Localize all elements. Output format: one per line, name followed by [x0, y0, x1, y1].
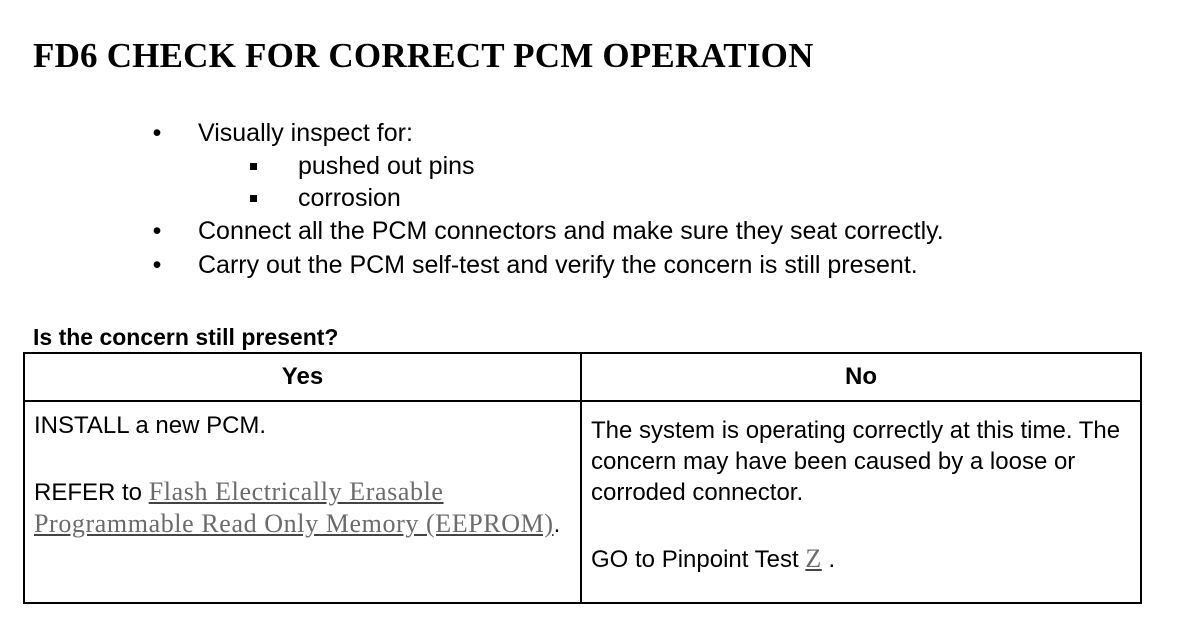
page-title: FD6 CHECK FOR CORRECT PCM OPERATION [33, 36, 814, 75]
step-text: Connect all the PCM connectors and make sure they seat correctly. [198, 217, 944, 245]
step-list [0, 116, 944, 282]
eeprom-link[interactable]: Flash Electrically Erasable Programmable Read Only Memory (EEPROM) [34, 477, 554, 538]
goto-paragraph [591, 543, 1132, 575]
square-bullet-icon [250, 195, 257, 202]
substep-text: corrosion [298, 184, 401, 212]
step-item-self-test [0, 248, 944, 282]
answer-table [23, 352, 1142, 604]
square-bullet-icon [250, 163, 257, 170]
step-item-visual-inspect [0, 116, 944, 214]
substep-item [198, 182, 944, 214]
substep-item [198, 150, 944, 182]
yes-header: Yes [24, 353, 581, 401]
substep-list [198, 150, 944, 214]
bullet-icon: • [152, 119, 162, 147]
step-text: Visually inspect for: [198, 119, 413, 147]
no-cell [581, 401, 1141, 603]
install-text: INSTALL a new PCM. [34, 412, 267, 439]
table-row [24, 401, 1141, 603]
no-explanation: The system is operating correctly at this time. The concern may have been caused by a loose or corroded connector. [591, 417, 1121, 506]
refer-prefix: REFER to [34, 479, 149, 506]
no-header: No [581, 353, 1141, 401]
table-header-row [24, 353, 1141, 401]
step-item-connect [0, 214, 944, 248]
refer-paragraph [34, 476, 572, 540]
question-heading: Is the concern still present? [33, 324, 339, 350]
pinpoint-test-z-link[interactable]: Z [805, 544, 822, 573]
substep-text: pushed out pins [298, 152, 475, 180]
bullet-icon: • [152, 217, 162, 245]
yes-cell [24, 401, 581, 603]
step-text: Carry out the PCM self-test and verify the concern is still present. [198, 251, 918, 279]
goto-suffix: . [821, 546, 836, 573]
bullet-icon: • [152, 251, 162, 279]
refer-suffix: . [553, 511, 561, 538]
goto-prefix: GO to Pinpoint Test [591, 546, 806, 573]
